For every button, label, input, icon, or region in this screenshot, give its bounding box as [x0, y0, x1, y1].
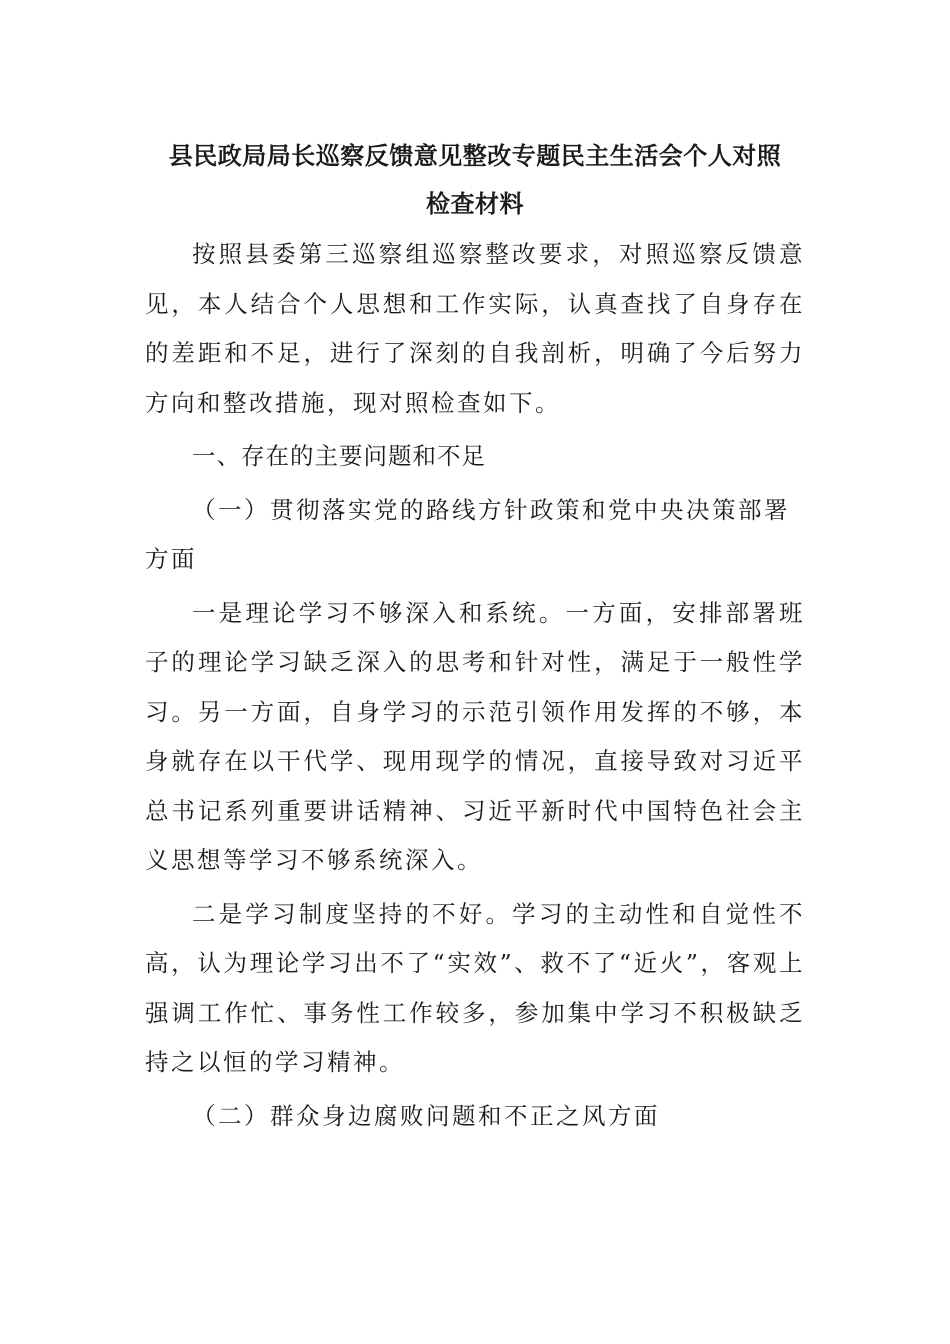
- intro-paragraph: 按照县委第三巡察组巡察整改要求，对照巡察反馈意见，本人结合个人思想和工作实际，认真查找了自身存在的差距和不足，进行了深刻的自我剖析，明确了今后努力方向和整改措施，现对照检查如下。: [145, 240, 805, 417]
- document-body: [145, 132, 805, 1141]
- subsection-1-heading: （一）贯彻落实党的路线方针政策和党中央决策部署方面: [145, 495, 790, 573]
- document-title: [145, 132, 805, 228]
- document-title-line-1: 县民政局局长巡察反馈意见整改专题民主生活会个人对照: [168, 142, 782, 170]
- paragraph-study-system: 二是学习制度坚持的不好。学习的主动性和自觉性不高，认为理论学习出不了“实效”、救不了“近火”，客观上强调工作忙、事务性工作较多，参加集中学习不积极缺乏持之以恒的学习精神。: [145, 899, 805, 1076]
- section-1-heading: 一、存在的主要问题和不足: [192, 442, 486, 470]
- document-title-line-2: 检查材料: [426, 190, 524, 218]
- paragraph-theory-study: 一是理论学习不够深入和系统。一方面，安排部署班子的理论学习缺乏深入的思考和针对性，满足于一般性学习。另一方面，自身学习的示范引领作用发挥的不够，本身就存在以干代学、现用现学的情况，直接导致对习近平总书记系列重要讲话精神、习近平新时代中国特色社会主义思想等学习不够系统深入。: [145, 598, 805, 874]
- subsection-2-heading: （二）群众身边腐败问题和不正之风方面: [192, 1101, 660, 1130]
